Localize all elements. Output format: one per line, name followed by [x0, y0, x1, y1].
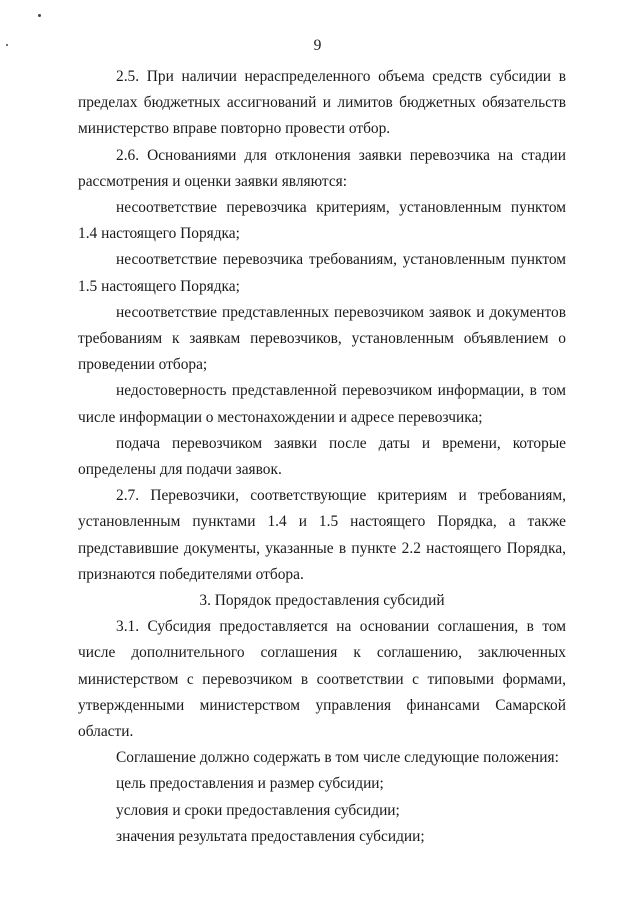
list-item: цель предоставления и размер субсидии; [116, 775, 384, 793]
page-number: 9 [313, 37, 322, 54]
paragraph-2-5: 2.5. При наличии нераспределенного объема средств субсидии в пределах бюджетных ассигнований и лимитов бюджетных обязательств министерство вправе повторно провести отбор. [78, 68, 566, 138]
list-item: подача перевозчиком заявки после даты и времени, которые определены для подачи заявок. [78, 434, 566, 479]
list-item: несоответствие перевозчика требованиям, установленным пунктом 1.5 настоящего Порядка; [78, 251, 566, 295]
section-heading: 3. Порядок предоставления субсидий [199, 592, 445, 610]
paragraph-2-7: 2.7. Перевозчики, соответствующие критериям и требованиям, установленным пунктами 1.4 и 1.5 настоящего Порядка, а также представившие документы, указанные в пункте 2.2 настоящего Порядка, признаются победителями отбора. [78, 487, 566, 583]
list-item: несоответствие представленных перевозчиком заявок и документов требованиям к заявкам перевозчиков, установленным объявлением о проведении отбора; [78, 303, 566, 374]
paragraph-3-1: 3.1. Субсидия предоставляется на основании соглашения, в том числе дополнительного соглашения к соглашению, заключенных министерством с перевозчиком в соответствии с типовыми формами, утвержденными министерством управления финансами Самарской области. [78, 618, 566, 741]
list-item: несоответствие перевозчика критериям, установленным пунктом 1.4 настоящего Порядка; [78, 199, 566, 243]
list-item: условия и сроки предоставления субсидии; [116, 801, 400, 819]
list-item: значения результата предоставления субсидии; [116, 827, 425, 845]
paragraph-agreement-intro: Соглашение должно содержать в том числе следующие положения: [116, 749, 559, 767]
document-body [78, 64, 566, 850]
list-item: недостоверность представленной перевозчиком информации, в том числе информации о местонахождении и адресе перевозчика; [78, 382, 566, 426]
paragraph-2-6: 2.6. Основаниями для отклонения заявки перевозчика на стадии рассмотрения и оценки заявки являются: [78, 146, 566, 190]
scan-speck [38, 14, 41, 17]
